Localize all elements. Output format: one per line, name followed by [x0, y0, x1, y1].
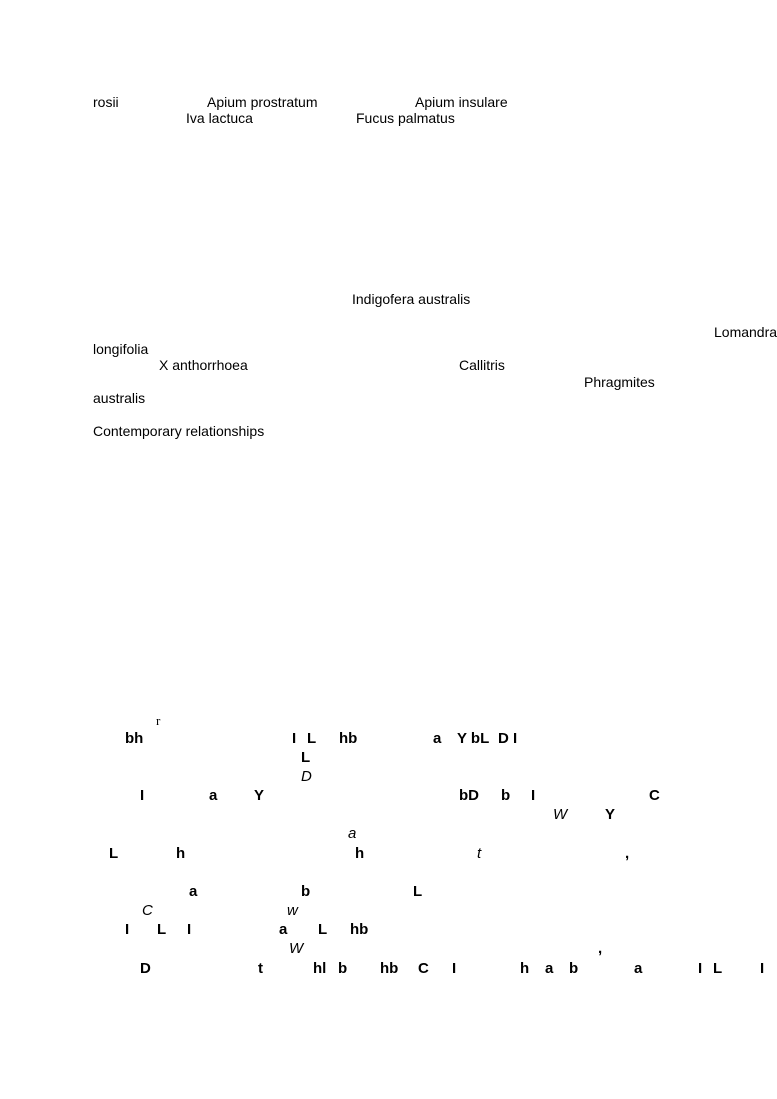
text-indigofera-australis: Indigofera australis — [352, 291, 471, 307]
glyph-fragment: D I — [498, 730, 518, 747]
glyph-fragment: I — [125, 921, 130, 938]
glyph-fragment: L — [109, 845, 119, 862]
glyph-fragment: t — [258, 960, 263, 977]
text-longifolia: longifolia — [93, 341, 149, 357]
glyph-fragment: bh — [125, 730, 144, 747]
text-lomandra: Lomandra — [714, 324, 777, 340]
glyph-fragment: Y — [254, 787, 265, 804]
glyph-fragment: a — [634, 960, 643, 977]
glyph-fragment: W — [553, 806, 568, 823]
glyph-fragment: I — [531, 787, 536, 804]
glyph-fragment: hb — [350, 921, 369, 938]
glyph-fragment: t — [477, 845, 482, 862]
text-callitris: Callitris — [459, 357, 505, 373]
glyph-fragment: I — [140, 787, 145, 804]
glyph-fragment: I — [760, 960, 765, 977]
glyph-fragment: L — [157, 921, 167, 938]
text-rosii: rosii — [93, 94, 119, 110]
glyph-fragment: h — [520, 960, 530, 977]
glyph-fragment: C — [649, 787, 660, 804]
glyph-fragment: Y — [605, 806, 616, 823]
glyph-fragment: L — [713, 960, 723, 977]
glyph-fragment: b — [338, 960, 348, 977]
glyph-fragment: D — [301, 768, 312, 785]
glyph-fragment: w — [287, 902, 298, 919]
glyph-fragment: h — [176, 845, 186, 862]
glyph-fragment: L — [301, 749, 311, 766]
glyph-fragment: I — [698, 960, 703, 977]
glyph-fragment: bD — [459, 787, 479, 804]
text-apium-prostratum: Apium prostratum — [207, 94, 318, 110]
glyph-fragment: a — [209, 787, 218, 804]
glyph-fragment: L — [413, 883, 423, 900]
glyph-fragment: a — [433, 730, 442, 747]
glyph-fragment: a — [348, 825, 357, 842]
glyph-fragment: C — [418, 960, 429, 977]
glyph-fragment: a — [545, 960, 554, 977]
text-phragmites: Phragmites — [584, 374, 655, 390]
glyph-fragment: b — [569, 960, 579, 977]
glyph-fragment: W — [289, 940, 304, 957]
glyph-fragment: hb — [380, 960, 399, 977]
glyph-fragment: C — [142, 902, 153, 919]
text-fucus-palmatus: Fucus palmatus — [356, 110, 455, 126]
glyph-fragment: Y bL — [457, 730, 490, 747]
glyph-fragment: I — [452, 960, 457, 977]
glyph-fragment: hb — [339, 730, 358, 747]
glyph-fragment: hl — [313, 960, 327, 977]
glyph-fragment: D — [140, 960, 151, 977]
glyph-fragment: , — [598, 940, 603, 957]
glyph-fragment: b — [301, 883, 311, 900]
text-iva-lactuca: Iva lactuca — [186, 110, 253, 126]
glyph-fragment: h — [355, 845, 365, 862]
text-australis: australis — [93, 390, 146, 406]
glyph-fragment: a — [279, 921, 288, 938]
glyph-fragment: a — [189, 883, 198, 900]
section-heading: Contemporary relationships — [93, 423, 265, 439]
text-apium-insulare: Apium insulare — [415, 94, 508, 110]
glyph-fragment: , — [625, 845, 630, 862]
glyph-fragment: r — [156, 713, 161, 728]
glyph-fragment: I — [187, 921, 192, 938]
text-xanthorrhoea: X anthorrhoea — [159, 357, 248, 373]
glyph-fragment: L — [307, 730, 317, 747]
glyph-fragment: b — [501, 787, 511, 804]
glyph-fragment: L — [318, 921, 328, 938]
glyph-fragment: I — [292, 730, 297, 747]
